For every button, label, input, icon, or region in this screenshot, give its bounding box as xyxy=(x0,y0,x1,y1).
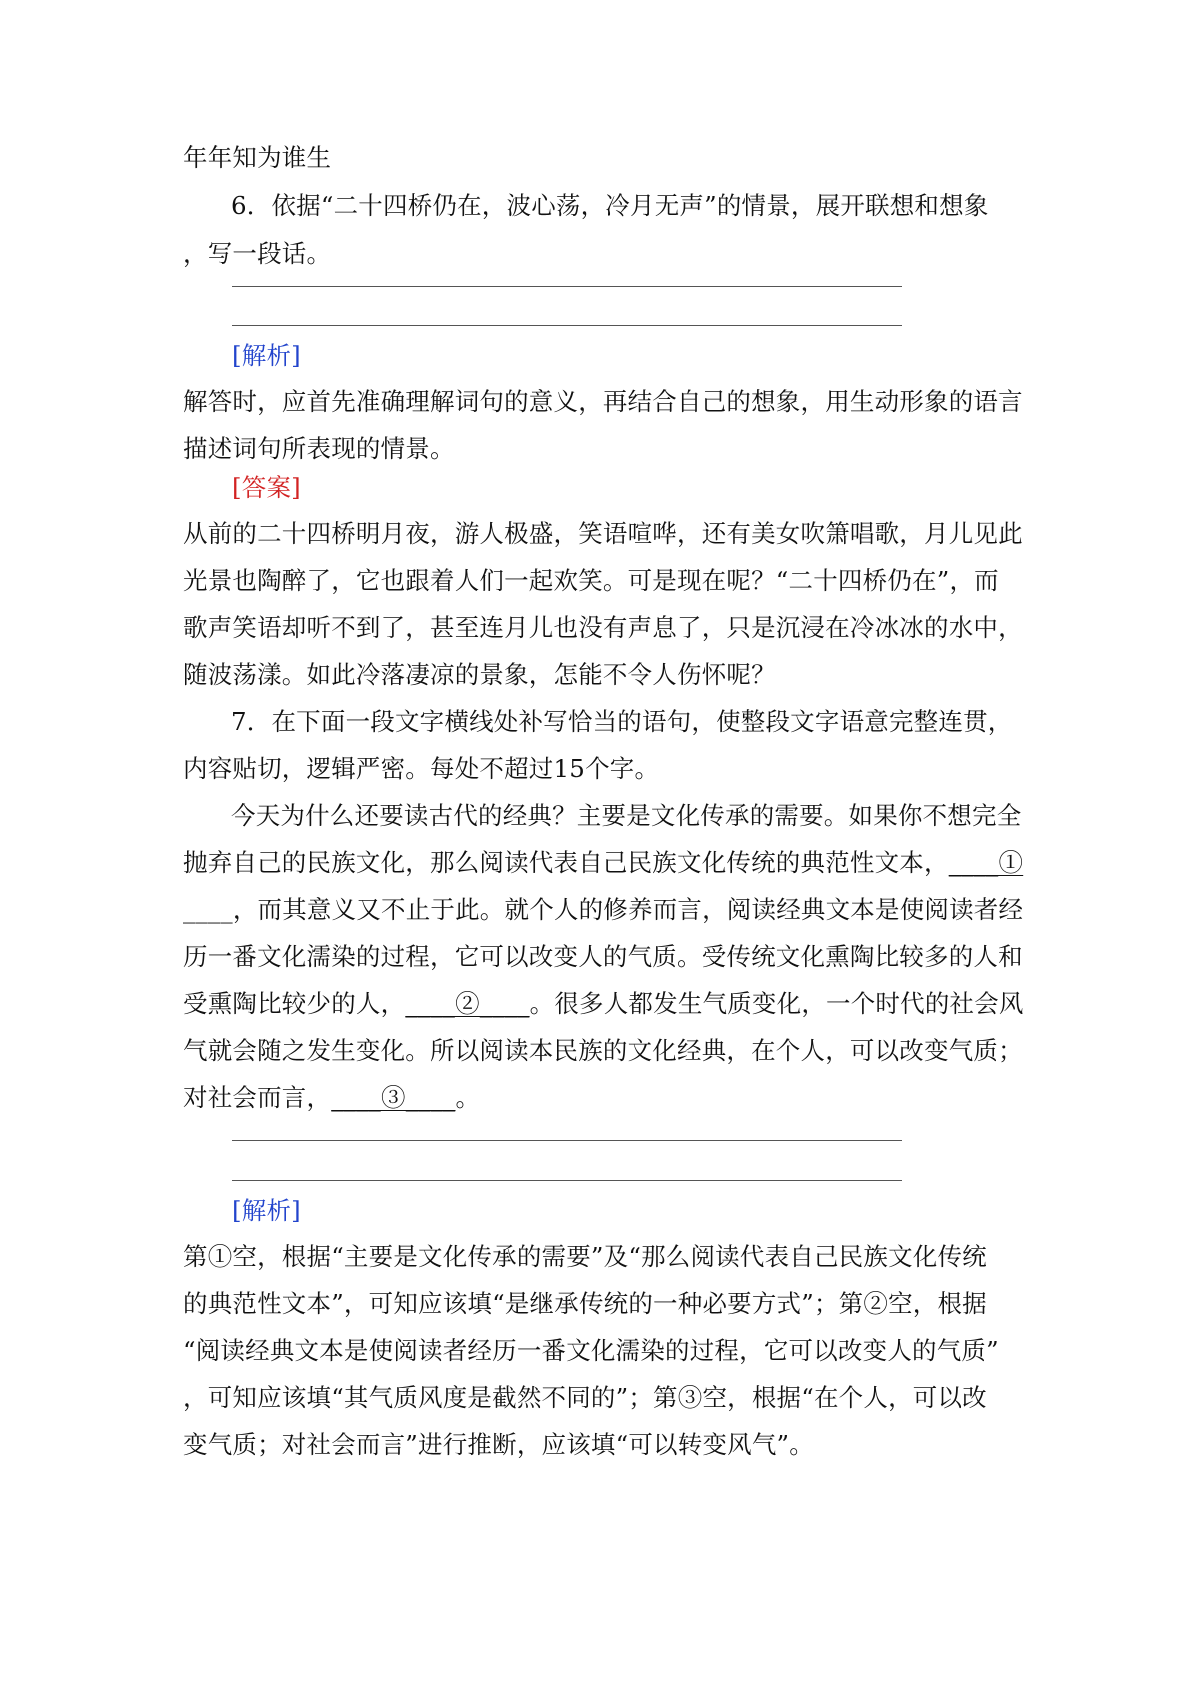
passage-line6: 气就会随之发生变化。所以阅读本民族的文化经典，在个人，可以改变气质； xyxy=(183,1036,1023,1065)
blank-2: ____②____ xyxy=(405,989,530,1018)
blank-1-open: ____① xyxy=(948,848,1024,877)
question-6-analysis-line2: 描述词句所表现的情景。 xyxy=(183,434,455,463)
question-7-analysis-line1: 第①空，根据“主要是文化传承的需要”及“那么阅读代表自己民族文化传统 xyxy=(183,1242,987,1271)
question-6-prompt-line2: ，写一段话。 xyxy=(183,239,332,268)
question-7-analysis-line2: 的典范性文本”，可知应该填“是继承传统的一种必要方式”；第②空，根据 xyxy=(183,1289,987,1318)
passage-line5-text-a: 受熏陶比较少的人， xyxy=(183,989,406,1018)
analysis-label: [解析] xyxy=(232,341,301,370)
poem-line-tail: 年年知为谁生 xyxy=(183,143,332,172)
passage-line3-text: ，而其意义又不止于此。就个人的修养而言，阅读经典文本是使阅读者经 xyxy=(232,895,1024,924)
answer-label: [答案] xyxy=(232,473,301,502)
question-6-answer-line2: 光景也陶醉了，它也跟着人们一起欢笑。可是现在呢？“二十四桥仍在”，而 xyxy=(183,566,999,595)
passage-line5-text-b: 。很多人都发生气质变化，一个时代的社会风 xyxy=(529,989,1024,1018)
question-7-prompt-line2: 内容贴切，逻辑严密。每处不超过15个字。 xyxy=(183,754,660,783)
passage-line2 xyxy=(183,848,1023,878)
passage-line5 xyxy=(183,989,1024,1019)
passage-line4: 历一番文化濡染的过程，它可以改变人的气质。受传统文化熏陶比较多的人和 xyxy=(183,942,1023,971)
answer-rule-line xyxy=(232,286,902,287)
question-6-answer-line1: 从前的二十四桥明月夜，游人极盛，笑语喧哗，还有美女吹箫唱歌，月儿见此 xyxy=(183,519,1023,548)
passage-line2-text: 抛弃自己的民族文化，那么阅读代表自己民族文化传统的典范性文本， xyxy=(183,848,949,877)
blank-1-close: ____ xyxy=(183,895,233,924)
question-7-prompt-line1: 7．在下面一段文字横线处补写恰当的语句，使整段文字语意完整连贯， xyxy=(231,707,1013,736)
passage-line3 xyxy=(183,895,1023,925)
passage-line7 xyxy=(183,1083,480,1113)
question-6-analysis-line1: 解答时，应首先准确理解词句的意义，再结合自己的想象，用生动形象的语言 xyxy=(183,387,1023,416)
answer-rule-line xyxy=(232,325,902,326)
blank-3: ____③____ xyxy=(331,1083,456,1112)
question-7-analysis-line4: ，可知应该填“其气质风度是截然不同的”；第③空，根据“在个人，可以改 xyxy=(183,1383,987,1412)
passage-line7-text-b: 。 xyxy=(455,1083,481,1112)
question-6-answer-line4: 随波荡漾。如此冷落凄凉的景象，怎能不令人伤怀呢？ xyxy=(183,660,776,689)
passage-line7-text-a: 对社会而言， xyxy=(183,1083,332,1112)
question-7-analysis-line3: “阅读经典文本是使阅读者经历一番文化濡染的过程，它可以改变人的气质” xyxy=(183,1336,999,1365)
answer-rule-line xyxy=(232,1180,902,1181)
answer-rule-line xyxy=(232,1140,902,1141)
question-6-prompt-line1: 6．依据“二十四桥仍在，波心荡，冷月无声”的情景，展开联想和想象 xyxy=(231,191,989,220)
question-7-analysis-line5: 变气质；对社会而言”进行推断，应该填“可以转变风气”。 xyxy=(183,1430,814,1459)
question-6-answer-line3: 歌声笑语却听不到了，甚至连月儿也没有声息了，只是沉浸在冷冰冰的水中， xyxy=(183,613,1023,642)
analysis-label: [解析] xyxy=(232,1196,301,1225)
passage-line1: 今天为什么还要读古代的经典？主要是文化传承的需要。如果你不想完全 xyxy=(231,801,1022,830)
